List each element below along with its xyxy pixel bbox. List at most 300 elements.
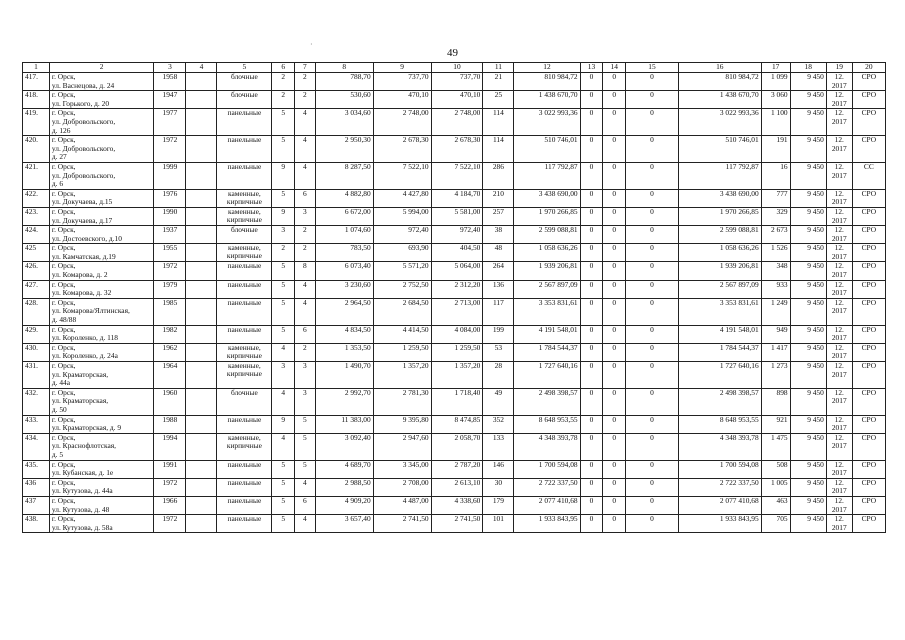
max-unit-cost: 9 450 (790, 280, 826, 298)
entrances-count: 2 (295, 226, 316, 244)
col-13: 0 (580, 162, 603, 189)
deadline-line: 2017 (831, 306, 847, 316)
col-13: 0 (580, 226, 603, 244)
wall-material-line: каменные, (228, 243, 261, 253)
col-14: 0 (603, 298, 626, 325)
floors-count: 3 (272, 226, 295, 244)
address-cell-line: г. Орск, (51, 496, 76, 505)
repair-cost: 2 599 088,81 (514, 226, 580, 244)
col-15: 0 (626, 189, 679, 207)
col-15: 0 (626, 280, 679, 298)
row-number: 417. (23, 73, 50, 91)
wall-material-line: кирпичные (226, 215, 262, 225)
address-cell-line: д. 5 (51, 449, 64, 459)
unit-cost: 933 (761, 280, 790, 298)
residential-area: 5 064,00 (431, 262, 483, 280)
col-15: 0 (626, 515, 679, 533)
year-built: 1994 (154, 433, 186, 460)
deadline (826, 362, 852, 389)
address-cell-line: г. Орск, (51, 90, 76, 100)
residential-area: 4 084,00 (431, 325, 483, 343)
table-row (23, 73, 886, 91)
row-number: 419. (23, 109, 50, 136)
address-cell-line: ул. Комарова/Ялтинская, (51, 306, 130, 316)
deadline (826, 343, 852, 361)
col-15: 0 (626, 136, 679, 163)
row-number: 427. (23, 280, 50, 298)
deadline-line: 2017 (831, 423, 847, 433)
entrances-count: 4 (295, 515, 316, 533)
col-13: 0 (580, 280, 603, 298)
living-area: 2 678,30 (373, 136, 431, 163)
repair-cost: 1 939 206,81 (514, 262, 580, 280)
max-unit-cost: 9 450 (790, 91, 826, 109)
deadline-line: 12. (834, 162, 844, 171)
table-row (23, 388, 886, 415)
col-15: 0 (626, 343, 679, 361)
living-area: 2 748,00 (373, 109, 431, 136)
floors-count: 5 (272, 478, 295, 496)
fund-type: СРО (852, 460, 885, 478)
col-14: 0 (603, 515, 626, 533)
deadline-line: 12. (834, 361, 844, 370)
col-13: 0 (580, 298, 603, 325)
unit-cost: 329 (761, 207, 790, 225)
unit-cost: 1 099 (761, 73, 790, 91)
col-15: 0 (626, 496, 679, 514)
wall-material-line: каменные, (228, 189, 261, 198)
wall-material (217, 325, 272, 343)
col-4-empty (186, 515, 217, 533)
address-cell-line: г. Орск, (51, 361, 76, 370)
col-4-empty (186, 262, 217, 280)
deadline (826, 433, 852, 460)
row-number: 436 (23, 478, 50, 496)
page-number: 49 (447, 47, 458, 59)
column-number: 6 (272, 63, 295, 73)
row-number: 424. (23, 226, 50, 244)
wall-material (217, 388, 272, 415)
living-area: 2 741,50 (373, 515, 431, 533)
col-14: 0 (603, 109, 626, 136)
address-cell-line: д. 126 (51, 125, 71, 135)
col-15: 0 (626, 415, 679, 433)
fund-type: СРО (852, 496, 885, 514)
address-cell (49, 136, 154, 163)
address-cell (49, 496, 154, 514)
repair-cost: 2 567 897,09 (514, 280, 580, 298)
col-14: 0 (603, 262, 626, 280)
deadline-line: 2017 (831, 197, 847, 207)
total-area: 6 672,00 (315, 207, 373, 225)
max-unit-cost: 9 450 (790, 136, 826, 163)
residential-area: 2 312,20 (431, 280, 483, 298)
address-cell-line: д. 48/88 (51, 315, 77, 325)
column-number: 4 (186, 63, 217, 73)
address-cell (49, 325, 154, 343)
fund-type: СРО (852, 515, 885, 533)
entrances-count: 4 (295, 298, 316, 325)
row-number: 434. (23, 433, 50, 460)
residents-count: 257 (483, 207, 514, 225)
address-cell-line: ул. Краматорская, (51, 396, 109, 406)
deadline (826, 496, 852, 514)
col-13: 0 (580, 262, 603, 280)
wall-material (217, 460, 272, 478)
col-13: 0 (580, 388, 603, 415)
address-cell (49, 415, 154, 433)
col-4-empty (186, 109, 217, 136)
column-number: 1 (23, 63, 50, 73)
cost-total: 1 700 594,08 (678, 460, 761, 478)
deadline-line: 12. (834, 243, 844, 253)
max-unit-cost: 9 450 (790, 343, 826, 361)
table-row (23, 207, 886, 225)
deadline (826, 162, 852, 189)
wall-material (217, 207, 272, 225)
year-built: 1960 (154, 388, 186, 415)
col-13: 0 (580, 460, 603, 478)
deadline-line: 2017 (831, 522, 847, 532)
address-cell-line: ул. Докучаева, д.17 (51, 215, 113, 225)
residential-area: 737,70 (431, 73, 483, 91)
wall-material-line: блочные (231, 225, 258, 235)
address-cell-line: г. Орск, (51, 135, 76, 145)
cost-total: 2 567 897,09 (678, 280, 761, 298)
total-area: 3 657,40 (315, 515, 373, 533)
wall-material-line: каменные, (228, 361, 261, 370)
residential-area: 1 259,50 (431, 343, 483, 361)
col-4-empty (186, 343, 217, 361)
address-cell-line: г. Орск, (51, 225, 76, 235)
deadline-line: 2017 (831, 270, 847, 280)
residential-area: 7 522,10 (431, 162, 483, 189)
living-area: 2 708,00 (373, 478, 431, 496)
col-13: 0 (580, 207, 603, 225)
col-15: 0 (626, 207, 679, 225)
total-area: 3 230,60 (315, 280, 373, 298)
col-14: 0 (603, 362, 626, 389)
repair-cost: 1 727 640,16 (514, 362, 580, 389)
repair-cost: 1 438 670,70 (514, 91, 580, 109)
deadline (826, 226, 852, 244)
address-cell (49, 109, 154, 136)
residential-area: 972,40 (431, 226, 483, 244)
wall-material (217, 433, 272, 460)
repair-cost: 810 984,72 (514, 73, 580, 91)
year-built: 1979 (154, 280, 186, 298)
col-14: 0 (603, 189, 626, 207)
address-cell (49, 73, 154, 91)
col-4-empty (186, 226, 217, 244)
entrances-count: 4 (295, 136, 316, 163)
deadline-line: 2017 (831, 80, 847, 90)
repair-cost: 1 933 843,95 (514, 515, 580, 533)
deadline-line: 12. (834, 207, 844, 216)
col-14: 0 (603, 460, 626, 478)
column-number: 2 (49, 63, 154, 73)
table-row (23, 162, 886, 189)
max-unit-cost: 9 450 (790, 362, 826, 389)
row-number: 423. (23, 207, 50, 225)
deadline (826, 91, 852, 109)
deadline-line: 2017 (831, 170, 847, 180)
col-4-empty (186, 136, 217, 163)
wall-material (217, 189, 272, 207)
wall-material-line: панельные (227, 415, 262, 424)
address-cell-line: ул. Горького, д. 20 (51, 98, 110, 108)
table-row (23, 515, 886, 533)
deadline (826, 73, 852, 91)
living-area: 2 752,50 (373, 280, 431, 298)
table-row (23, 189, 886, 207)
residents-count: 117 (483, 298, 514, 325)
entrances-count: 2 (295, 73, 316, 91)
repair-cost: 3 438 690,00 (514, 189, 580, 207)
col-14: 0 (603, 343, 626, 361)
address-cell-line: д. 44а (51, 378, 71, 388)
fund-type: СРО (852, 136, 885, 163)
deadline-line: 2017 (831, 116, 847, 126)
deadline-line: 2017 (831, 333, 847, 343)
column-number: 20 (852, 63, 885, 73)
fund-type: СРО (852, 73, 885, 91)
address-cell-line: г. Орск, (51, 325, 76, 334)
fund-type: СРО (852, 91, 885, 109)
unit-cost: 1 417 (761, 343, 790, 361)
total-area: 4 882,80 (315, 189, 373, 207)
total-area: 8 287,50 (315, 162, 373, 189)
residents-count: 114 (483, 136, 514, 163)
col-15: 0 (626, 433, 679, 460)
living-area: 1 259,50 (373, 343, 431, 361)
address-cell (49, 262, 154, 280)
year-built: 1991 (154, 460, 186, 478)
column-number: 8 (315, 63, 373, 73)
address-cell-line: г. Орск, (51, 460, 76, 469)
unit-cost: 1 273 (761, 362, 790, 389)
max-unit-cost: 9 450 (790, 226, 826, 244)
fund-type: СРО (852, 298, 885, 325)
wall-material-line: панельные (227, 280, 262, 289)
fund-type: СРО (852, 226, 885, 244)
repair-cost: 2 077 410,68 (514, 496, 580, 514)
wall-material-line: кирпичные (226, 440, 262, 450)
deadline-line: 12. (834, 225, 844, 235)
col-14: 0 (603, 325, 626, 343)
unit-cost: 348 (761, 262, 790, 280)
scan-speck: · (310, 40, 313, 49)
deadline-line: 2017 (831, 143, 847, 153)
unit-cost: 191 (761, 136, 790, 163)
col-4-empty (186, 415, 217, 433)
address-cell-line: ул. Достоевского, д.10 (51, 233, 122, 243)
deadline (826, 325, 852, 343)
wall-material-line: панельные (227, 108, 262, 118)
col-15: 0 (626, 262, 679, 280)
col-13: 0 (580, 325, 603, 343)
deadline (826, 298, 852, 325)
repair-cost: 3 022 993,36 (514, 109, 580, 136)
floors-count: 5 (272, 496, 295, 514)
address-cell (49, 515, 154, 533)
residents-count: 264 (483, 262, 514, 280)
row-number: 435. (23, 460, 50, 478)
unit-cost: 898 (761, 388, 790, 415)
total-area: 2 988,50 (315, 478, 373, 496)
col-13: 0 (580, 415, 603, 433)
max-unit-cost: 9 450 (790, 433, 826, 460)
deadline-line: 12. (834, 460, 844, 469)
column-number-row (23, 63, 886, 73)
wall-material (217, 515, 272, 533)
cost-total: 117 792,87 (678, 162, 761, 189)
address-cell-line: ул. Кубанская, д. 1е (51, 468, 114, 478)
column-number: 14 (603, 63, 626, 73)
fund-type: СРО (852, 280, 885, 298)
address-cell-line: ул. Камчатская, д.19 (51, 251, 116, 261)
address-cell-line: г. Орск, (51, 388, 76, 397)
residential-area: 1 718,40 (431, 388, 483, 415)
living-area: 972,40 (373, 226, 431, 244)
deadline-line: 2017 (831, 288, 847, 298)
residents-count: 199 (483, 325, 514, 343)
column-number: 5 (217, 63, 272, 73)
address-cell-line: ул. Добровольского, (51, 116, 116, 126)
cost-total: 1 727 640,16 (678, 362, 761, 389)
unit-cost: 16 (761, 162, 790, 189)
table-row (23, 298, 886, 325)
entrances-count: 4 (295, 162, 316, 189)
deadline (826, 388, 852, 415)
total-area: 2 992,70 (315, 388, 373, 415)
column-number: 10 (431, 63, 483, 73)
col-4-empty (186, 388, 217, 415)
address-cell-line: г. Орск, (51, 261, 76, 271)
row-number: 437 (23, 496, 50, 514)
address-cell (49, 280, 154, 298)
residential-area: 2 748,00 (431, 109, 483, 136)
max-unit-cost: 9 450 (790, 189, 826, 207)
unit-cost: 463 (761, 496, 790, 514)
address-cell (49, 478, 154, 496)
row-number: 420. (23, 136, 50, 163)
col-14: 0 (603, 73, 626, 91)
deadline-line: 12. (834, 72, 844, 81)
column-number: 9 (373, 63, 431, 73)
wall-material (217, 73, 272, 91)
col-14: 0 (603, 207, 626, 225)
wall-material-line: панельные (227, 460, 262, 469)
total-area: 1 490,70 (315, 362, 373, 389)
wall-material-line: каменные, (228, 433, 261, 442)
deadline (826, 478, 852, 496)
repair-cost: 1 058 636,26 (514, 244, 580, 262)
living-area: 737,70 (373, 73, 431, 91)
entrances-count: 8 (295, 262, 316, 280)
table-row (23, 362, 886, 389)
residents-count: 101 (483, 515, 514, 533)
cost-total: 8 648 953,55 (678, 415, 761, 433)
living-area: 9 395,80 (373, 415, 431, 433)
column-number: 12 (514, 63, 580, 73)
max-unit-cost: 9 450 (790, 388, 826, 415)
unit-cost: 1 475 (761, 433, 790, 460)
table-row (23, 325, 886, 343)
table-row (23, 343, 886, 361)
living-area: 4 427,80 (373, 189, 431, 207)
housing-table (22, 62, 886, 533)
address-cell (49, 91, 154, 109)
living-area: 3 345,00 (373, 460, 431, 478)
address-cell-line: г. Орск, (51, 514, 76, 524)
wall-material (217, 109, 272, 136)
address-cell (49, 460, 154, 478)
living-area: 5 994,00 (373, 207, 431, 225)
entrances-count: 5 (295, 415, 316, 433)
col-14: 0 (603, 415, 626, 433)
deadline (826, 189, 852, 207)
address-cell-line: ул. Короленко, д. 118 (51, 333, 118, 343)
living-area: 5 571,20 (373, 262, 431, 280)
row-number: 428. (23, 298, 50, 325)
row-number: 429. (23, 325, 50, 343)
unit-cost: 508 (761, 460, 790, 478)
total-area: 4 909,20 (315, 496, 373, 514)
table-row (23, 460, 886, 478)
cost-total: 3 438 690,00 (678, 189, 761, 207)
cost-total: 2 077 410,68 (678, 496, 761, 514)
table-row (23, 136, 886, 163)
fund-type: СРО (852, 207, 885, 225)
floors-count: 4 (272, 433, 295, 460)
row-number: 418. (23, 91, 50, 109)
address-cell-line: г. Орск, (51, 243, 76, 253)
address-cell (49, 343, 154, 361)
unit-cost: 1 526 (761, 244, 790, 262)
col-4-empty (186, 478, 217, 496)
col-13: 0 (580, 362, 603, 389)
floors-count: 9 (272, 162, 295, 189)
deadline-line: 12. (834, 343, 844, 352)
fund-type: СРО (852, 262, 885, 280)
col-13: 0 (580, 244, 603, 262)
entrances-count: 4 (295, 109, 316, 136)
max-unit-cost: 9 450 (790, 73, 826, 91)
floors-count: 9 (272, 207, 295, 225)
year-built: 1977 (154, 109, 186, 136)
repair-cost: 2 498 398,57 (514, 388, 580, 415)
total-area: 3 034,60 (315, 109, 373, 136)
residents-count: 38 (483, 226, 514, 244)
fund-type: СРО (852, 388, 885, 415)
cost-total: 510 746,01 (678, 136, 761, 163)
wall-material (217, 343, 272, 361)
deadline-line: 12. (834, 135, 844, 145)
cost-total: 1 933 843,95 (678, 515, 761, 533)
col-14: 0 (603, 478, 626, 496)
residential-area: 4 338,60 (431, 496, 483, 514)
col-13: 0 (580, 478, 603, 496)
year-built: 1976 (154, 189, 186, 207)
column-number: 7 (295, 63, 316, 73)
cost-total: 3 022 993,36 (678, 109, 761, 136)
col-15: 0 (626, 244, 679, 262)
deadline (826, 109, 852, 136)
total-area: 2 964,50 (315, 298, 373, 325)
deadline-line: 2017 (831, 486, 847, 496)
max-unit-cost: 9 450 (790, 244, 826, 262)
